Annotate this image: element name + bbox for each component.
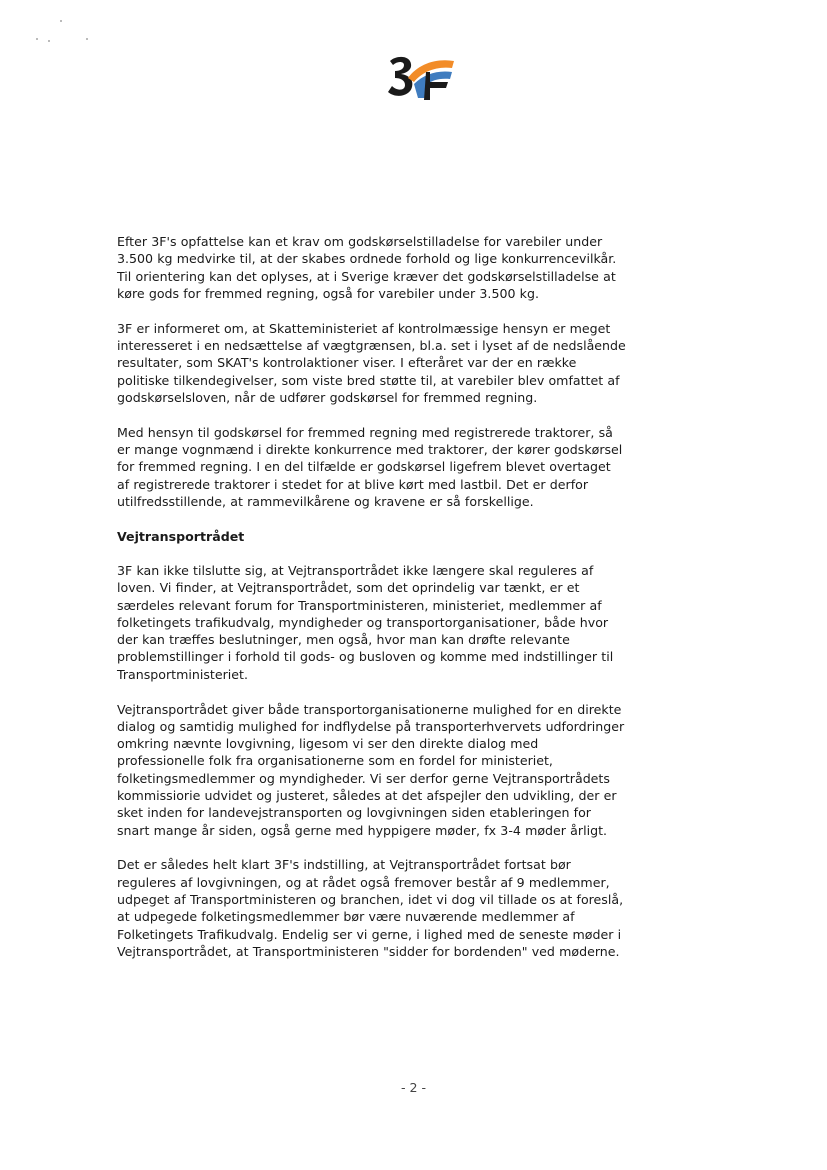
page-number: - 2 - — [400, 1080, 427, 1095]
body-paragraph: Efter 3F's opfattelse kan et krav om godskørselstilladelse for varebiler under 3.500 kg medvirke til, at der skabes ordnede forhold og lige konkurrencevilkår. Til orientering kan det oplyses, at i Sverige kræver det godskørselstilladelse at køre gods for fremmed regning, også for varebiler under 3.500 kg. — [117, 234, 617, 301]
scan-speck — [48, 40, 50, 42]
body-paragraph: Med hensyn til godskørsel for fremmed regning med registrerede traktorer, så er mange vognmænd i direkte konkurrence med traktorer, der kører godskørsel for fremmed regning. I en del tilfælde er godskørsel ligefrem blevet overtaget af registrerede traktorer i stedet for at blive kørt med lastbil. Det er derfor utilfredsstillende, at rammevilkårene og kravene er så forskellige. — [117, 424, 623, 509]
scan-speck — [60, 20, 62, 22]
body-paragraph: 3F kan ikke tilslutte sig, at Vejtransportrådet ikke længere skal reguleres af loven. Vi finder, at Vejtransportrådet, som det oprindelig var tænkt, er et særdeles relevant forum for Transportministeren, ministeriet, medlemmer af folketingets trafikudvalg, myndigheder og transportorganisationer, både hvor der kan træffes beslutninger, men også, hvor man kan drøfte relevante problemstillinger i forhold til gods- og busloven og komme med indstillinger til Transportministeriet. — [117, 562, 614, 682]
scan-speck — [36, 38, 38, 40]
body-paragraph: Vejtransportrådet giver både transportorganisationerne mulighed for en direkte dialog og samtidig mulighed for indflydelse på transporterhvervets udfordringer omkring nævnte lovgivning, ligesom vi ser den direkte dialog med professionelle folk fra organisationerne som en fordel for ministeriet, folketingsmedlemmer og myndigheder. Vi ser derfor gerne Vejtransportrådets kommissiorie udvidet og justeret, således at det afspejler den udvikling, der er sket inden for landevejstransporten og lovgivningen siden etableringen for snart mange år siden, også gerne med hyppigere møder, fx 3-4 møder årligt. — [117, 701, 625, 838]
section-heading: Vejtransportrådet — [117, 528, 245, 544]
scan-speck — [86, 38, 88, 40]
body-paragraph: 3F er informeret om, at Skatteministeriet af kontrolmæssige hensyn er meget interesseret i en nedsættelse af vægtgrænsen, bl.a. set i lyset af de nedslående resultater, som SKAT's kontrolaktioner viser. I efteråret var der en række politiske tilkendegivelser, som viste bred støtte til, at varebiler blev omfattet af godskørselsloven, når de udfører godskørsel for fremmed regning. — [117, 320, 626, 405]
body-paragraph: Det er således helt klart 3F's indstilling, at Vejtransportrådet fortsat bør reguleres af lovgivningen, og at rådet også fremover består af 9 medlemmer, udpeget af Transportministeren og branchen, idet vi dog vil tillade os at foreslå, at udpegede folketingsmedlemmer bør være nuværende medlemmer af Folketingets Trafikudvalg. Endelig ser vi gerne, i lighed med de seneste møder i Vejtransportrådet, at Transportministeren "sidder for bordenden" ved møderne. — [117, 857, 624, 959]
letter-body — [117, 233, 627, 978]
3f-logo — [384, 52, 460, 102]
